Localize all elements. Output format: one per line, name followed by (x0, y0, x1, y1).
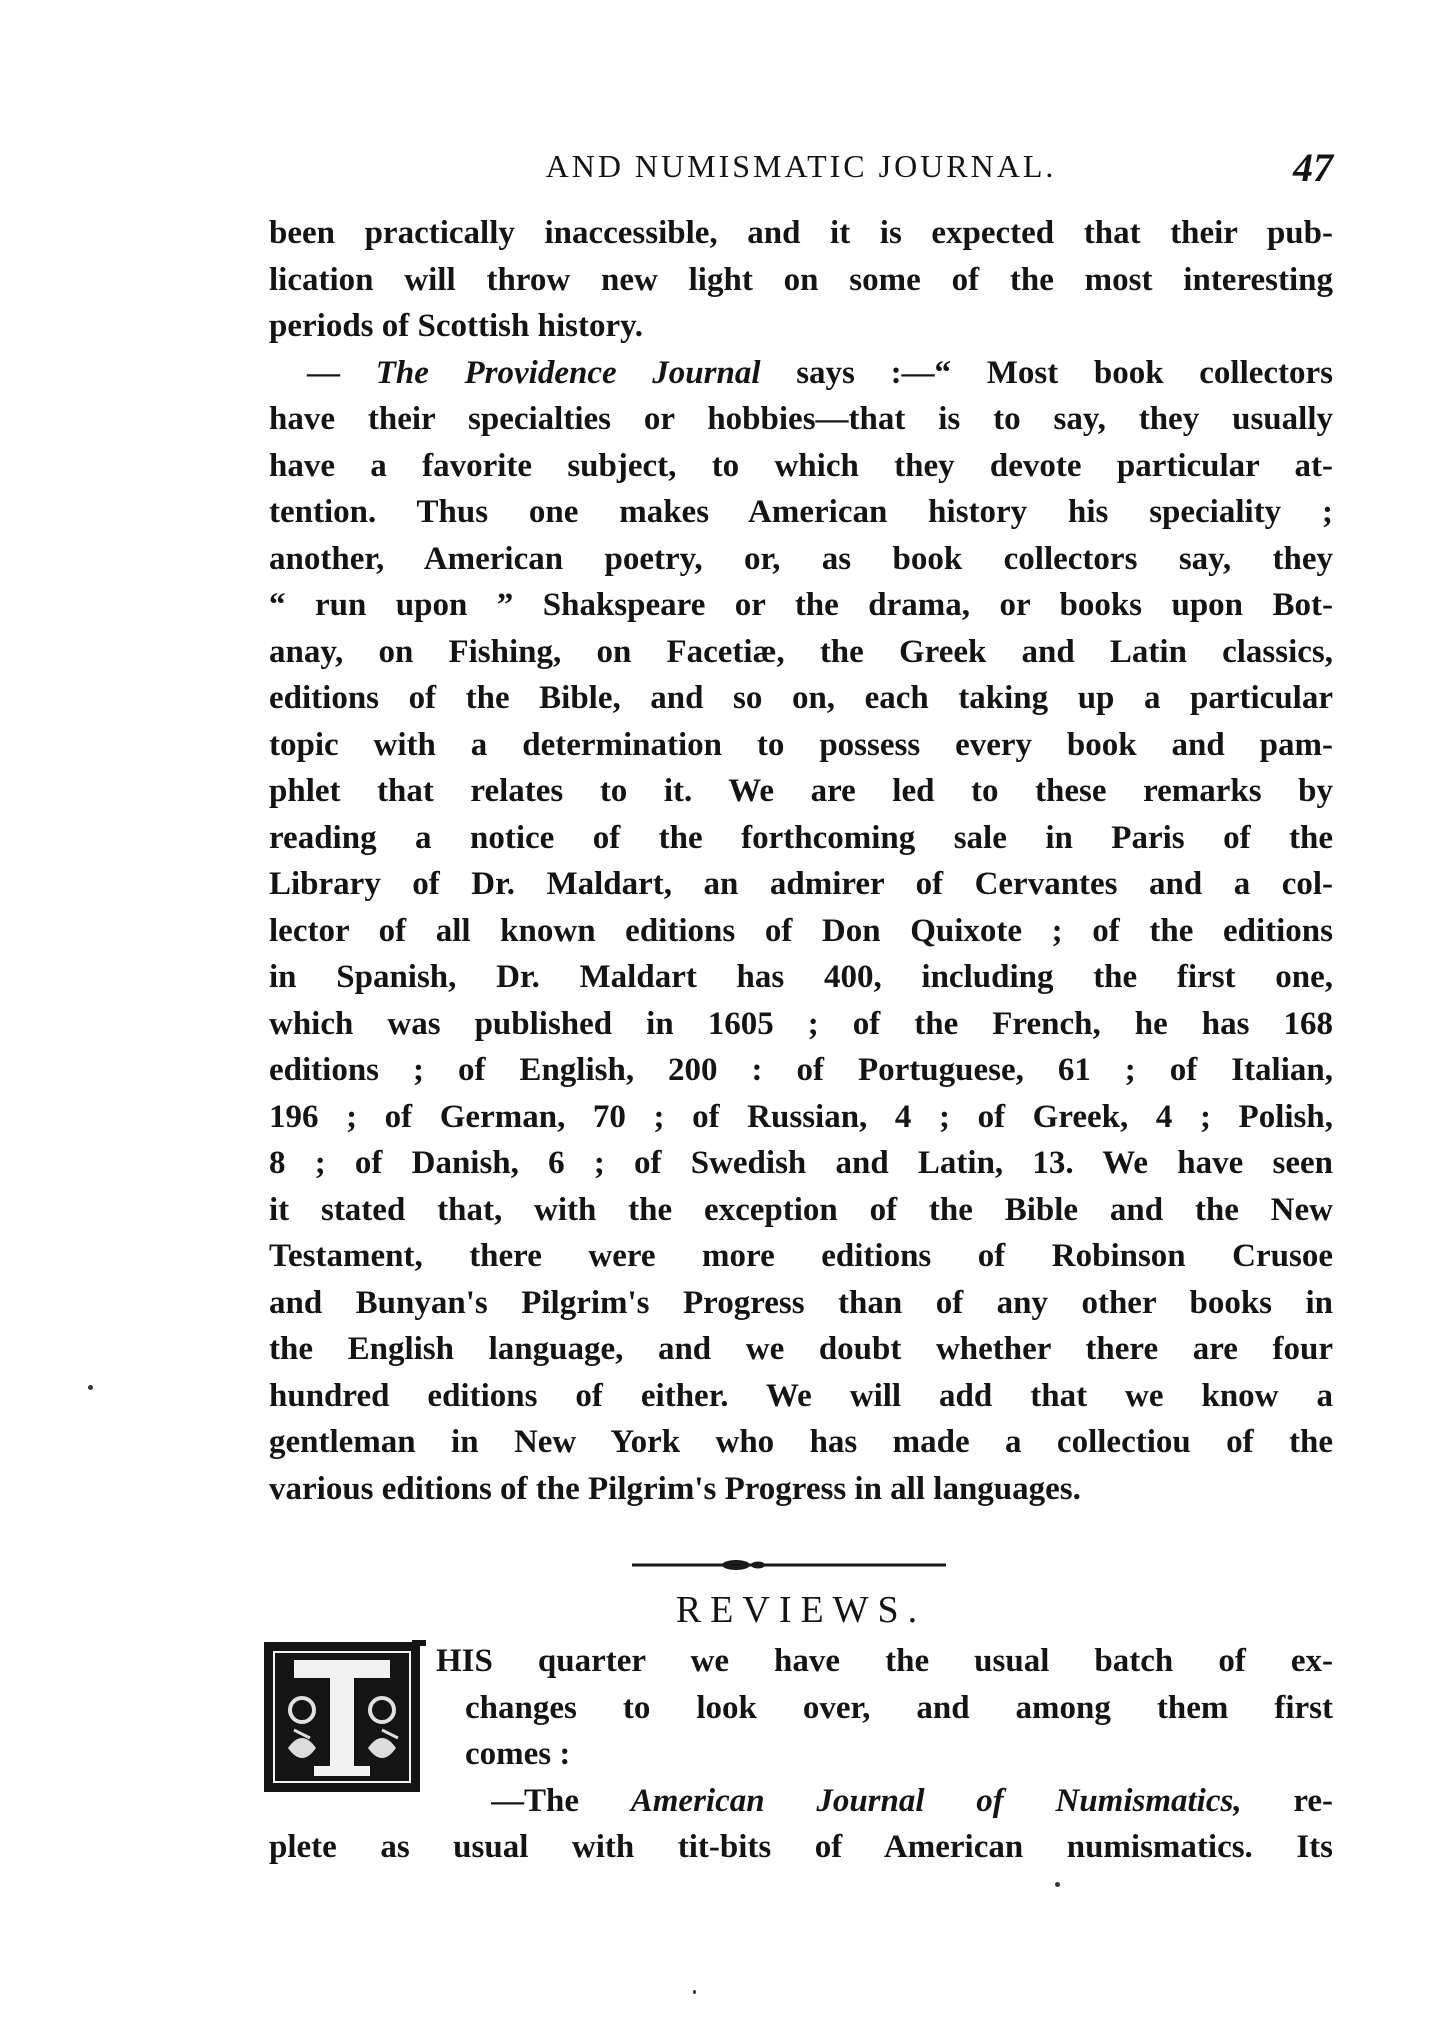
reviewed-journal-title: American Journal of Numismatics, (630, 1782, 1242, 1819)
text-line: and Bunyan's Pilgrim's Progress than of any other books in (269, 1284, 1333, 1321)
review-text-line: HIS quarter we have the usual batch of ex- (436, 1643, 1333, 1679)
page-number: 47 (1293, 145, 1333, 190)
text-line: 8 ; of Danish, 6 ; of Swedish and Latin, 13. We have seen (269, 1145, 1333, 1181)
text-line: lication will throw new light on some of the most interesting (269, 261, 1333, 298)
item-text: re- (1241, 1782, 1333, 1819)
text-line: lector of all known editions of Don Quixote ; of the editions (269, 912, 1333, 949)
text-line: topic with a determination to possess every book and pam- (269, 726, 1333, 763)
paragraph-opening-line (269, 350, 1333, 397)
text-line: the English language, and we doubt whether there are four (269, 1331, 1333, 1367)
text-line: periods of Scottish history. (269, 308, 644, 344)
paper-speck (1055, 1882, 1060, 1887)
text-line: 196 ; of German, 70 ; of Russian, 4 ; of Greek, 4 ; Polish, (269, 1098, 1333, 1135)
review-text-line: plete as usual with tit-bits of American numismatics. Its (269, 1829, 1333, 1865)
reviews-heading: REVIEWS. (675, 1589, 927, 1631)
text-line: various editions of the Pilgrim's Progress in all languages. (269, 1470, 1081, 1507)
text-line: have their specialties or hobbies—that is to say, they usually (269, 401, 1333, 437)
lead-dash: — (307, 354, 376, 391)
review-item-line (491, 1778, 1333, 1825)
text-line: another, American poetry, or, as book collectors say, they (269, 540, 1333, 577)
text-line: tention. Thus one makes American history his speciality ; (269, 494, 1333, 530)
text-line: phlet that relates to it. We are led to these remarks by (269, 773, 1333, 809)
text-line: in Spanish, Dr. Maldart has 400, including the first one, (269, 959, 1333, 995)
journal-title: The Providence Journal (375, 354, 761, 391)
text-line: editions of the Bible, and so on, each taking up a particular (269, 680, 1333, 716)
reviews-section (269, 1638, 1333, 1871)
text-line: anay, on Fishing, on Facetiæ, the Greek and Latin classics, (269, 633, 1333, 670)
text-line: reading a notice of the forthcoming sale in Paris of the (269, 819, 1333, 856)
text-line: gentleman in New York who has made a collectiou of the (269, 1424, 1333, 1460)
running-title: AND NUMISMATIC JOURNAL. (545, 148, 1057, 184)
text-line: Testament, there were more editions of Robinson Crusoe (269, 1238, 1333, 1274)
text-line: editions ; of English, 200 : of Portuguese, 61 ; of Italian, (269, 1052, 1333, 1088)
text-line: it stated that, with the exception of the Bible and the New (269, 1191, 1333, 1228)
text-line: which was published in 1605 ; of the French, he has 168 (269, 1005, 1333, 1042)
review-text-line: changes to look over, and among them first (465, 1689, 1333, 1726)
running-head (269, 145, 1333, 196)
review-text-line: comes : (465, 1736, 571, 1772)
opening-text: says :—“ Most book collectors (760, 354, 1333, 391)
item-dash: —The (491, 1782, 631, 1819)
text-line: have a favorite subject, to which they devote particular at- (269, 447, 1333, 484)
text-line: hundred editions of either. We will add that we know a (269, 1377, 1333, 1414)
text-line: Library of Dr. Maldart, an admirer of Cervantes and a col- (269, 866, 1333, 902)
paper-speck (88, 1385, 93, 1390)
body-text (269, 210, 1333, 1512)
text-line: “ run upon ” Shakspeare or the drama, or books upon Bot- (269, 587, 1333, 623)
paper-speck (693, 1990, 696, 1994)
ornamental-dropcap-t-icon (264, 1638, 428, 1798)
text-line: been practically inaccessible, and it is expected that their pub- (269, 215, 1333, 251)
section-divider-ornament (632, 1558, 946, 1572)
